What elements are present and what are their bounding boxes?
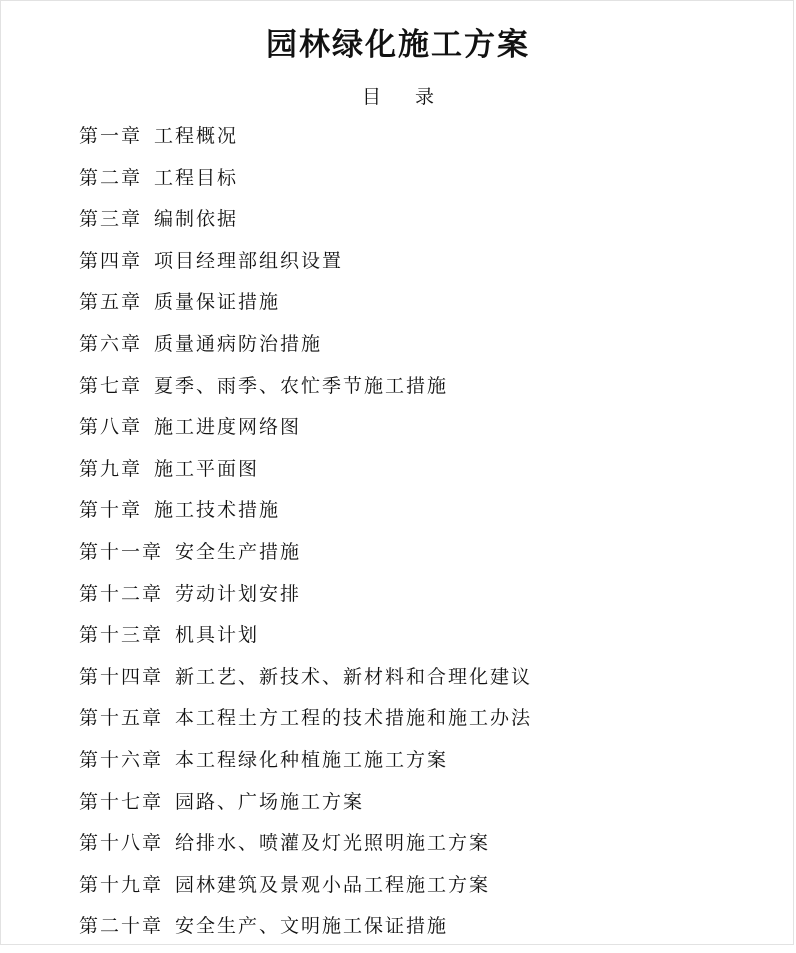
chapter-title: 本工程绿化种植施工施工方案 — [175, 748, 449, 771]
toc-entry — [79, 204, 532, 246]
toc-entry — [79, 287, 532, 329]
toc-entry — [79, 495, 532, 537]
chapter-number: 第三章 — [79, 208, 143, 231]
chapter-number: 第十五章 — [79, 707, 164, 730]
toc-entry — [79, 745, 532, 787]
chapter-title: 新工艺、新技术、新材料和合理化建议 — [175, 665, 533, 688]
toc-entry — [79, 579, 532, 621]
chapter-number: 第四章 — [79, 249, 143, 272]
chapter-title: 园路、广场施工方案 — [175, 790, 365, 813]
toc-entry — [79, 163, 532, 205]
chapter-title: 安全生产措施 — [175, 540, 302, 563]
toc-entry — [79, 787, 532, 829]
chapter-number: 第十九章 — [79, 873, 164, 896]
chapter-title: 夏季、雨季、农忙季节施工措施 — [154, 374, 449, 397]
chapter-title: 给排水、喷灌及灯光照明施工方案 — [175, 832, 491, 855]
chapter-number: 第十一章 — [79, 540, 164, 563]
chapter-title: 项目经理部组织设置 — [154, 249, 344, 272]
chapter-number: 第六章 — [79, 332, 143, 355]
toc-entry — [79, 371, 532, 413]
chapter-title: 工程概况 — [154, 125, 239, 147]
chapter-number: 第八章 — [79, 416, 143, 439]
document-title: 园林绿化施工方案 — [266, 27, 530, 63]
chapter-number: 第十三章 — [79, 624, 164, 647]
toc-entry — [79, 246, 532, 288]
table-of-contents — [79, 121, 532, 953]
chapter-title: 本工程土方工程的技术措施和施工办法 — [175, 707, 533, 730]
chapter-number: 第十二章 — [79, 582, 164, 605]
toc-entry — [79, 329, 532, 371]
chapter-number: 第二章 — [79, 166, 143, 189]
chapter-title: 施工进度网络图 — [154, 416, 302, 439]
chapter-number: 第十七章 — [79, 790, 164, 813]
chapter-title: 施工技术措施 — [154, 499, 281, 522]
chapter-number: 第十章 — [79, 499, 143, 522]
chapter-number: 第九章 — [79, 457, 143, 480]
toc-entry — [79, 828, 532, 870]
chapter-title: 质量保证措施 — [154, 291, 281, 314]
chapter-title: 安全生产、文明施工保证措施 — [175, 915, 449, 938]
toc-entry — [79, 620, 532, 662]
chapter-number: 第一章 — [79, 125, 143, 147]
chapter-title: 园林建筑及景观小品工程施工方案 — [175, 873, 491, 896]
toc-entry — [79, 662, 532, 704]
chapter-number: 第二十章 — [79, 915, 164, 938]
toc-entry — [79, 412, 532, 454]
chapter-title: 施工平面图 — [154, 457, 260, 480]
chapter-title: 质量通病防治措施 — [154, 332, 323, 355]
chapter-title: 工程目标 — [154, 166, 239, 189]
toc-entry — [79, 703, 532, 745]
chapter-number: 第七章 — [79, 374, 143, 397]
toc-entry — [79, 870, 532, 912]
toc-entry — [79, 454, 532, 496]
chapter-number: 第十六章 — [79, 748, 164, 771]
chapter-title: 机具计划 — [175, 624, 260, 647]
chapter-number: 第十四章 — [79, 665, 164, 688]
chapter-number: 第十八章 — [79, 832, 164, 855]
chapter-number: 第五章 — [79, 291, 143, 314]
toc-heading: 目 录 — [361, 86, 449, 108]
chapter-title: 劳动计划安排 — [175, 582, 302, 605]
toc-entry — [79, 121, 532, 163]
chapter-title: 编制依据 — [154, 208, 239, 231]
toc-entry — [79, 537, 532, 579]
